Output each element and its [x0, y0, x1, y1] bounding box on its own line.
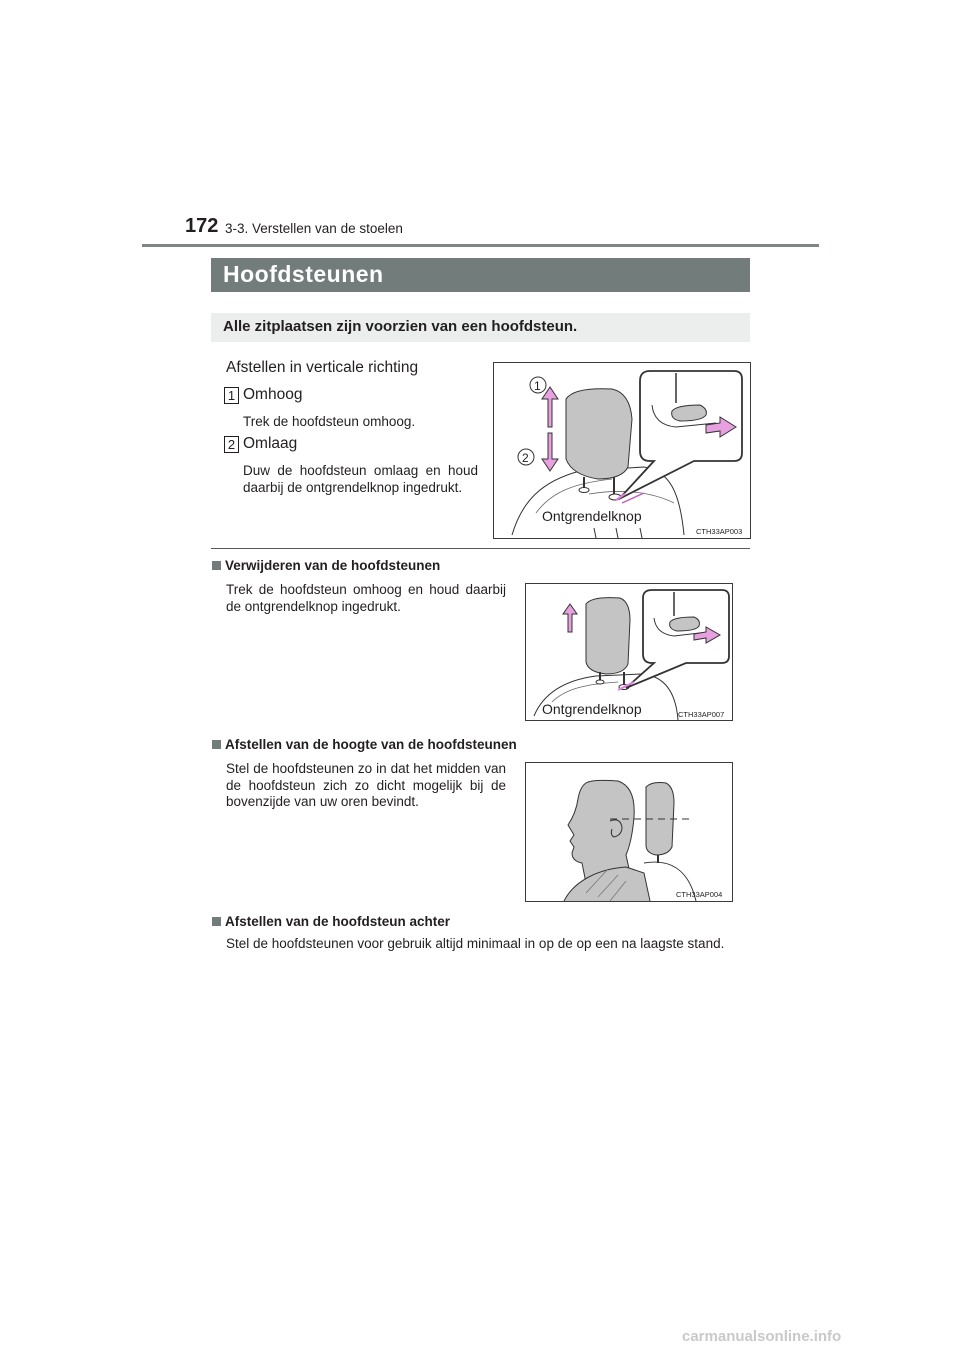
header-divider: [142, 244, 819, 247]
intro-box: [211, 313, 750, 342]
intro-text: Alle zitplaatsen zijn voorzien van een hoofdsteun.: [223, 318, 578, 335]
callout-2-label: 2: [522, 451, 529, 465]
page-title-bar: [211, 258, 750, 292]
page-title: Hoofdsteunen: [223, 261, 384, 287]
rear-headrest-text: Stel de hoofdsteunen voor gebruik altijd minimaal in op de op een na laagste stand.: [226, 936, 725, 951]
headrest-remove-figure: [525, 583, 733, 721]
headrest-height-figure: [525, 762, 733, 902]
vertical-adjust-title: Afstellen in verticale richting: [226, 359, 419, 376]
heading-bullet: [212, 740, 221, 749]
rear-headrest-heading: [212, 914, 450, 929]
section-divider: [211, 548, 750, 549]
headrest-remove-illustration: [526, 584, 732, 720]
release-button-label-2: Ontgrendelknop: [542, 701, 642, 717]
step-label-up: Omhoog: [243, 386, 303, 403]
height-adjust-heading-text: Afstellen van de hoogte van de hoofdsteunen: [225, 737, 517, 752]
page-number: 172: [185, 215, 219, 237]
step-label-down: Omlaag: [243, 435, 298, 452]
step-number-2: 2: [224, 436, 239, 453]
figure-code-2: CTH33AP007: [678, 710, 725, 719]
height-adjust-text: Stel de hoofdsteunen zo in dat het midden van de hoofdsteun zich zo dicht mogelijk bij de bovenzijde van uw oren bevindt.: [226, 761, 506, 809]
release-button-label-1: Ontgrendelknop: [542, 508, 642, 524]
rear-headrest-heading-text: Afstellen van de hoofdsteun achter: [225, 914, 451, 929]
figure-code-1: CTH33AP003: [696, 527, 743, 536]
headrest-height-illustration: [526, 763, 732, 901]
heading-bullet: [212, 561, 221, 570]
headrest-adjust-illustration: [494, 363, 750, 538]
section-reference: 3-3. Verstellen van de stoelen: [225, 221, 403, 236]
height-adjust-heading: [212, 737, 517, 752]
watermark: carmanualsonline.info: [682, 1328, 842, 1345]
figure-code-3: CTH33AP004: [676, 890, 723, 899]
step-desc-up: Trek de hoofdsteun omhoog.: [243, 414, 416, 429]
heading-bullet: [212, 917, 221, 926]
headrest-adjust-figure: [493, 362, 751, 539]
remove-headrests-heading: [212, 558, 440, 573]
step-desc-down: Duw de hoofdsteun omlaag en houd daarbij de ontgrendelknop ingedrukt.: [243, 463, 478, 495]
callout-1-label: 1: [534, 379, 541, 393]
remove-headrests-text: Trek de hoofdsteun omhoog en houd daarbij de ontgrendelknop ingedrukt.: [226, 582, 506, 614]
step-number-1: 1: [224, 387, 239, 404]
remove-headrests-heading-text: Verwijderen van de hoofdsteunen: [225, 558, 441, 573]
